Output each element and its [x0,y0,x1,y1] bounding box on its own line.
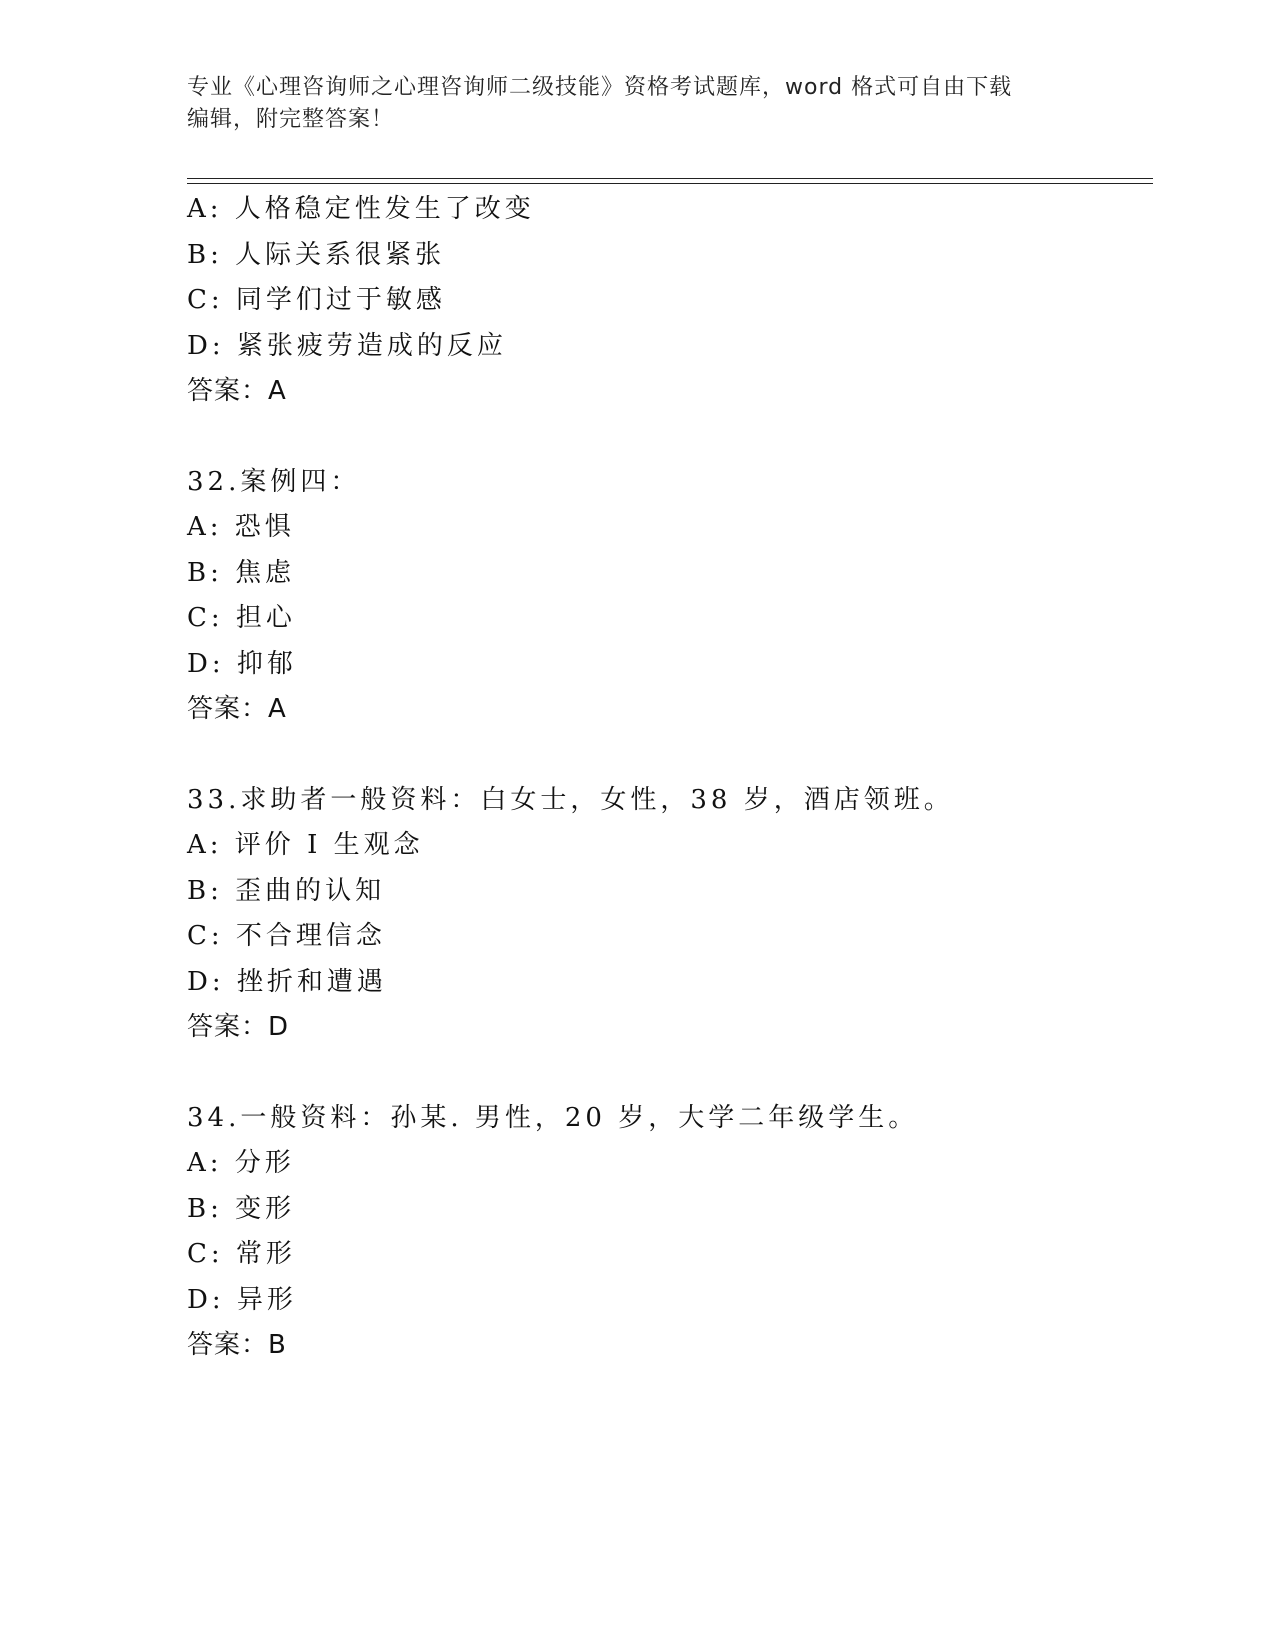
option-c: C: 不合理信念 [187,921,386,951]
option-b: B: 人际关系很紧张 [187,239,446,270]
option-d: D: 紧张疲劳造成的反应 [187,330,507,361]
spacer [187,1051,1147,1096]
option-a: A: 人格稳定性发生了改变 [187,194,535,224]
spacer [187,733,1147,778]
question-title: 33.求助者一般资料：白女士，女性，38 岁，酒店领班。 [187,784,954,815]
header-line-1: 专业《心理咨询师之心理咨询师二级技能》资格考试题库，word 格式可自由下载 [187,75,1013,100]
option-c: C: 担心 [187,603,296,633]
option-d: D: 挫折和遭遇 [187,966,387,997]
option-a: A: 评价 I 生观念 [187,830,424,860]
option-a: A: 分形 [187,1148,295,1178]
answer-line: 答案：D [187,1012,290,1042]
document-header [187,72,1067,136]
question-block-31 [187,187,1147,415]
option-c: C: 同学们过于敏感 [187,285,446,315]
option-b: B: 焦虑 [187,557,296,588]
question-block-33 [187,778,1147,1051]
header-divider-top [187,178,1153,179]
header-line-2: 编辑，附完整答案！ [187,107,395,132]
question-block-32 [187,460,1147,733]
answer-line: 答案：A [187,376,287,406]
answer-line: 答案：B [187,1330,287,1360]
question-title: 34.一般资料：孙某. 男性，20 岁，大学二年级学生。 [187,1102,919,1133]
header-divider-bottom [187,183,1153,184]
option-d: D: 抑郁 [187,648,297,679]
answer-line: 答案：A [187,694,287,724]
spacer [187,415,1147,460]
question-list [187,187,1147,1369]
option-b: B: 变形 [187,1193,296,1224]
option-a: A: 恐惧 [187,512,295,542]
option-d: D: 异形 [187,1284,297,1315]
question-block-34 [187,1096,1147,1369]
question-title: 32.案例四： [187,466,361,497]
option-c: C: 常形 [187,1239,296,1269]
option-b: B: 歪曲的认知 [187,875,386,906]
